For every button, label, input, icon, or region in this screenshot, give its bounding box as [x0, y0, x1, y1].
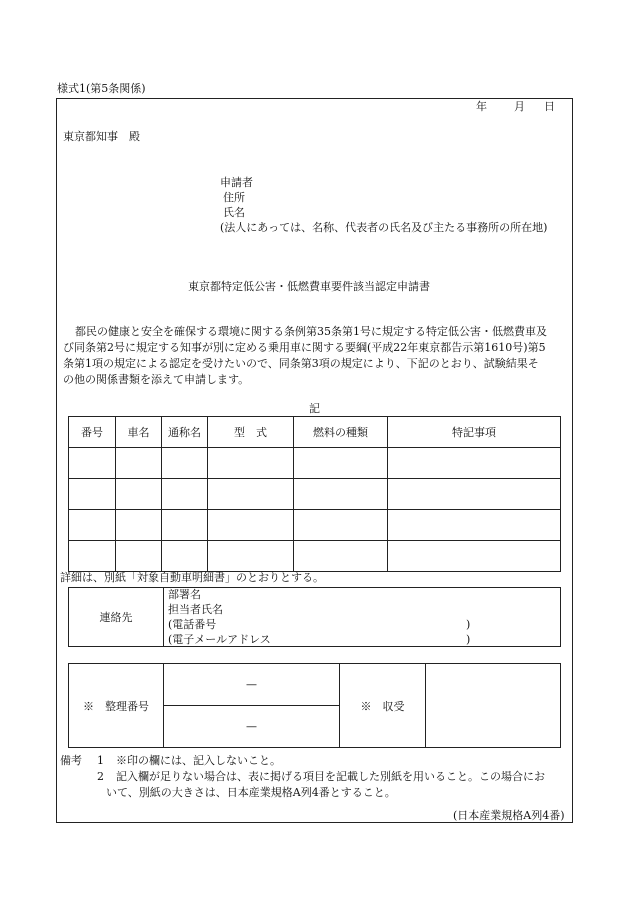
date-month: 月: [514, 100, 525, 113]
contact-label: 連絡先: [69, 588, 164, 647]
applicant-name-label: 氏名: [223, 206, 245, 219]
vehicle-row: [69, 510, 561, 541]
vehicle-row: [69, 479, 561, 510]
contact-phone: (電話番号: [168, 618, 217, 631]
date-line: [476, 100, 555, 114]
contact-email-close: ): [466, 633, 471, 646]
vehicle-row-1-number[interactable]: [69, 448, 116, 479]
reference-number-field-2: —: [164, 706, 340, 748]
date-year: 年: [476, 100, 487, 113]
header-number: 番号: [69, 417, 116, 448]
vehicle-row-4-fuel-type[interactable]: [294, 541, 388, 572]
vehicle-row-2-remarks[interactable]: [388, 479, 561, 510]
vehicle-row-3-remarks[interactable]: [388, 510, 561, 541]
applicant-address-label: 住所: [223, 191, 245, 204]
applicant-label: 申請者: [220, 176, 253, 189]
vehicle-table-header: [69, 417, 561, 448]
vehicle-row-2-fuel-type[interactable]: [294, 479, 388, 510]
receipt-label: ※ 収受: [340, 664, 426, 748]
addressee: 東京都知事 殿: [63, 130, 140, 143]
vehicle-row-4-number[interactable]: [69, 541, 116, 572]
vehicle-row-4-model[interactable]: [208, 541, 294, 572]
form-id: 様式1(第5条関係): [57, 82, 146, 95]
office-use-table: [68, 663, 561, 748]
contact-dept: 部署名: [168, 588, 201, 601]
reference-number-field-1: —: [164, 664, 340, 706]
date-day: 日: [544, 100, 555, 113]
document-title: 東京都特定低公害・低燃費車要件該当認定申請書: [188, 280, 430, 293]
remarks-num-2: 2: [97, 770, 104, 783]
detail-note: 詳細は、別紙「対象自動車明細書」のとおりとする。: [60, 571, 324, 584]
contact-table: [68, 587, 561, 647]
receipt-field: [426, 664, 561, 748]
body-line-2: び同条第2号に規定する知事が別に定める乗用車に関する要綱(平成22年東京都告示第1610号)第5: [63, 341, 546, 354]
vehicle-row-4-common-name[interactable]: [162, 541, 208, 572]
body-line-4: の他の関係書類を添えて申請します。: [63, 373, 250, 386]
remarks-num-1: 1: [97, 754, 104, 767]
contact-person: 担当者氏名: [168, 603, 223, 616]
contact-email: (電子メールアドレス: [168, 633, 271, 646]
vehicle-row: [69, 448, 561, 479]
body-line-3: 条第1項の規定による認定を受けたいので、同条第3項の規定により、下記のとおり、試験結果そ: [63, 357, 539, 370]
vehicle-row-3-fuel-type[interactable]: [294, 510, 388, 541]
vehicle-row-1-car-name[interactable]: [116, 448, 162, 479]
vehicle-row-3-model[interactable]: [208, 510, 294, 541]
vehicle-row-4-car-name[interactable]: [116, 541, 162, 572]
vehicle-row-2-number[interactable]: [69, 479, 116, 510]
header-model: 型 式: [208, 417, 294, 448]
reference-number-label: ※ 整理番号: [69, 664, 164, 748]
vehicle-row: [69, 541, 561, 572]
vehicle-row-2-car-name[interactable]: [116, 479, 162, 510]
vehicle-row-2-model[interactable]: [208, 479, 294, 510]
vehicle-row-1-common-name[interactable]: [162, 448, 208, 479]
header-fuel-type: 燃料の種類: [294, 417, 388, 448]
contact-fields[interactable]: [164, 588, 561, 647]
body-line-1: 都民の健康と安全を確保する環境に関する条例第35条第1号に規定する特定低公害・低燃費車及: [75, 325, 547, 338]
vehicle-row-2-common-name[interactable]: [162, 479, 208, 510]
vehicle-row-1-fuel-type[interactable]: [294, 448, 388, 479]
ki-label: 記: [309, 402, 320, 415]
vehicle-row-4-remarks[interactable]: [388, 541, 561, 572]
vehicle-table: [68, 416, 561, 572]
remarks-item-2b: いて、別紙の大きさは、日本産業規格A列4番とすること。: [106, 786, 396, 799]
remarks-item-1: ※印の欄には、記入しないこと。: [116, 754, 281, 767]
vehicle-row-3-number[interactable]: [69, 510, 116, 541]
vehicle-row-1-remarks[interactable]: [388, 448, 561, 479]
vehicle-row-3-car-name[interactable]: [116, 510, 162, 541]
remarks-item-2a: 記入欄が足りない場合は、表に掲げる項目を記載した別紙を用いること。この場合にお: [116, 770, 545, 783]
header-remarks: 特記事項: [388, 417, 561, 448]
vehicle-row-3-common-name[interactable]: [162, 510, 208, 541]
header-car-name: 車名: [116, 417, 162, 448]
vehicle-row-1-model[interactable]: [208, 448, 294, 479]
remarks-label: 備考: [60, 754, 82, 767]
applicant-note: (法人にあっては、名称、代表者の氏名及び主たる事務所の所在地): [220, 221, 548, 234]
contact-phone-close: ): [466, 618, 471, 631]
header-common-name: 通称名: [162, 417, 208, 448]
paper-size-note: (日本産業規格A列4番): [453, 809, 565, 822]
